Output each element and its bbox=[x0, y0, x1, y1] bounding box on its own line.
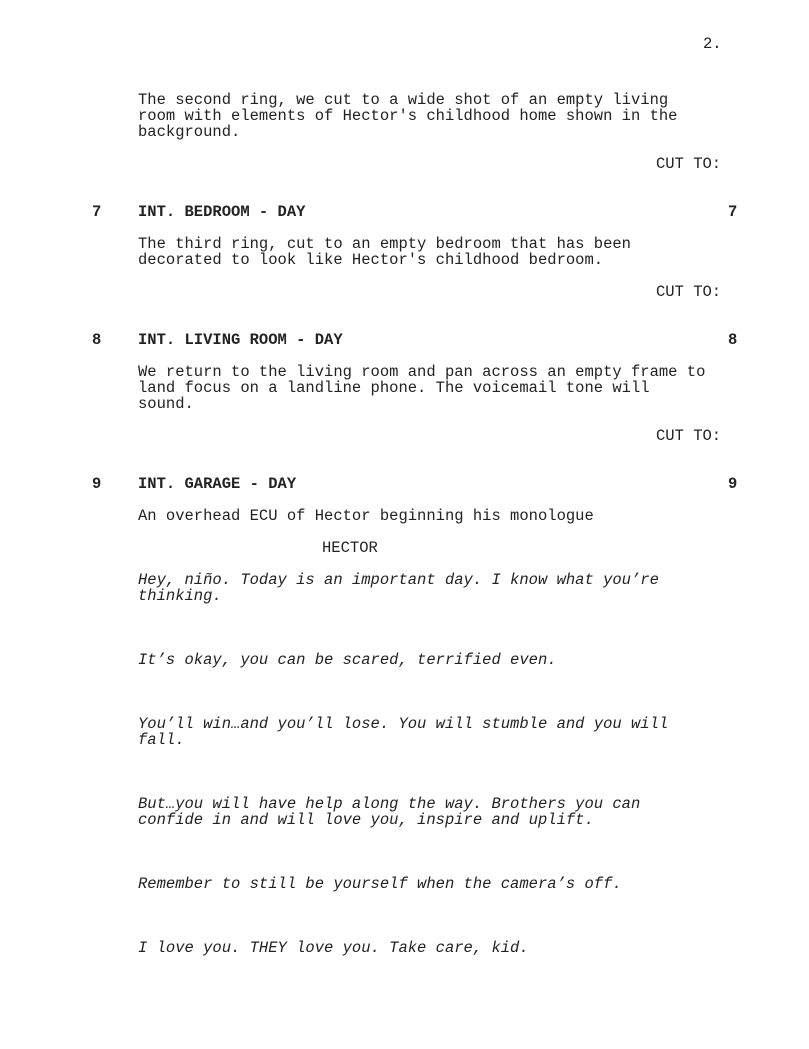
dialogue-block-6 bbox=[138, 940, 738, 956]
action-line: decorated to look like Hector's childhood bedroom. bbox=[138, 251, 604, 269]
dialogue-line: Hey, niño. Today is an important day. I know what you’re bbox=[138, 571, 659, 589]
transition-cut-to: CUT TO: bbox=[656, 283, 722, 301]
action-block-4 bbox=[138, 508, 738, 524]
dialogue-block-1 bbox=[138, 572, 738, 604]
transition-cut-to: CUT TO: bbox=[656, 155, 722, 173]
scene-number-left: 7 bbox=[92, 203, 102, 221]
dialogue-block-4 bbox=[138, 796, 738, 828]
action-line: sound. bbox=[138, 395, 194, 413]
scene-number-left: 9 bbox=[92, 475, 102, 493]
action-block-2 bbox=[138, 236, 738, 268]
action-line: We return to the living room and pan across an empty frame to bbox=[138, 363, 706, 381]
dialogue-block-5 bbox=[138, 876, 738, 892]
scene-heading: INT. BEDROOM - DAY bbox=[138, 203, 306, 221]
dialogue-line: Remember to still be yourself when the camera’s off. bbox=[138, 875, 622, 893]
scene-heading: INT. GARAGE - DAY bbox=[138, 475, 297, 493]
scene-number-right: 8 bbox=[728, 331, 738, 349]
dialogue-line: I love you. THEY love you. Take care, kid. bbox=[138, 939, 529, 957]
scene-number-right: 9 bbox=[728, 475, 738, 493]
action-line: The second ring, we cut to a wide shot of an empty living bbox=[138, 91, 669, 109]
dialogue-line: thinking. bbox=[138, 587, 222, 605]
action-line: The third ring, cut to an empty bedroom that has been bbox=[138, 235, 631, 253]
dialogue-line: confide in and will love you, inspire and uplift. bbox=[138, 811, 594, 829]
dialogue-line: It’s okay, you can be scared, terrified even. bbox=[138, 651, 557, 669]
action-line: background. bbox=[138, 123, 241, 141]
transition-cut-to: CUT TO: bbox=[656, 427, 722, 445]
scene-heading: INT. LIVING ROOM - DAY bbox=[138, 331, 343, 349]
action-block-1 bbox=[138, 92, 738, 140]
dialogue-line: But…you will have help along the way. Brothers you can bbox=[138, 795, 641, 813]
scene-number-left: 8 bbox=[92, 331, 102, 349]
character-name: HECTOR bbox=[322, 539, 378, 557]
dialogue-line: fall. bbox=[138, 731, 185, 749]
dialogue-block-3 bbox=[138, 716, 738, 748]
action-line: An overhead ECU of Hector beginning his monologue bbox=[138, 507, 594, 525]
action-line: land focus on a landline phone. The voicemail tone will bbox=[138, 379, 650, 397]
dialogue-line: You’ll win…and you’ll lose. You will stumble and you will bbox=[138, 715, 669, 733]
dialogue-block-2 bbox=[138, 652, 738, 668]
action-line: room with elements of Hector's childhood home shown in the bbox=[138, 107, 678, 125]
action-block-3 bbox=[138, 364, 738, 412]
page-number: 2. bbox=[703, 35, 722, 53]
scene-number-right: 7 bbox=[728, 203, 738, 221]
